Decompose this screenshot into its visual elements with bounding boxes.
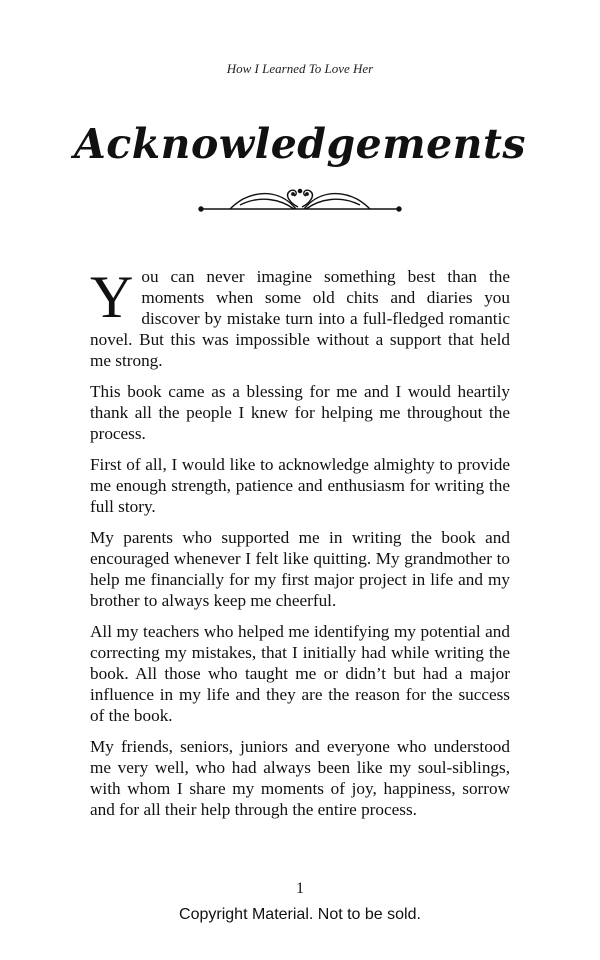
drop-cap: Y: [90, 264, 134, 330]
acknowledgements-body: [90, 266, 510, 830]
paragraph-2: This book came as a blessing for me and I would heartily thank all the people I knew for helping me throughout the process.: [90, 382, 510, 443]
chapter-title: Acknowledgements: [73, 120, 526, 168]
page-number: 1: [296, 880, 304, 897]
paragraph-6: My friends, seniors, juniors and everyone who understood me very well, who had always been like my soul-siblings, with whom I share my moments of joy, happiness, sorrow and for all their help through the entire process.: [90, 737, 510, 819]
copyright-footer: Copyright Material. Not to be sold.: [179, 906, 421, 923]
paragraph-5: All my teachers who helped me identifying my potential and correcting my mistakes, that I initially had while writing the book. All those who taught me or didn’t but had a major influence in my life and they are the reason for the success of the book.: [90, 622, 510, 725]
paragraph-text: ou can never imagine something best than the moments when some old chits and diaries you discover by mistake turn into a full-fledged romantic novel. But this was impossible without a support that held me strong.: [90, 267, 510, 370]
flourish-divider-icon: [198, 185, 402, 217]
paragraph-3: First of all, I would like to acknowledge almighty to provide me enough strength, patience and enthusiasm for writing the full story.: [90, 455, 510, 516]
running-header: How I Learned To Love Her: [226, 61, 374, 76]
paragraph-4: My parents who supported me in writing the book and encouraged whenever I felt like quitting. My grandmother to help me financially for my first major project in life and my brother to always keep me cheerful.: [90, 528, 510, 610]
paragraph-1: [90, 266, 510, 371]
